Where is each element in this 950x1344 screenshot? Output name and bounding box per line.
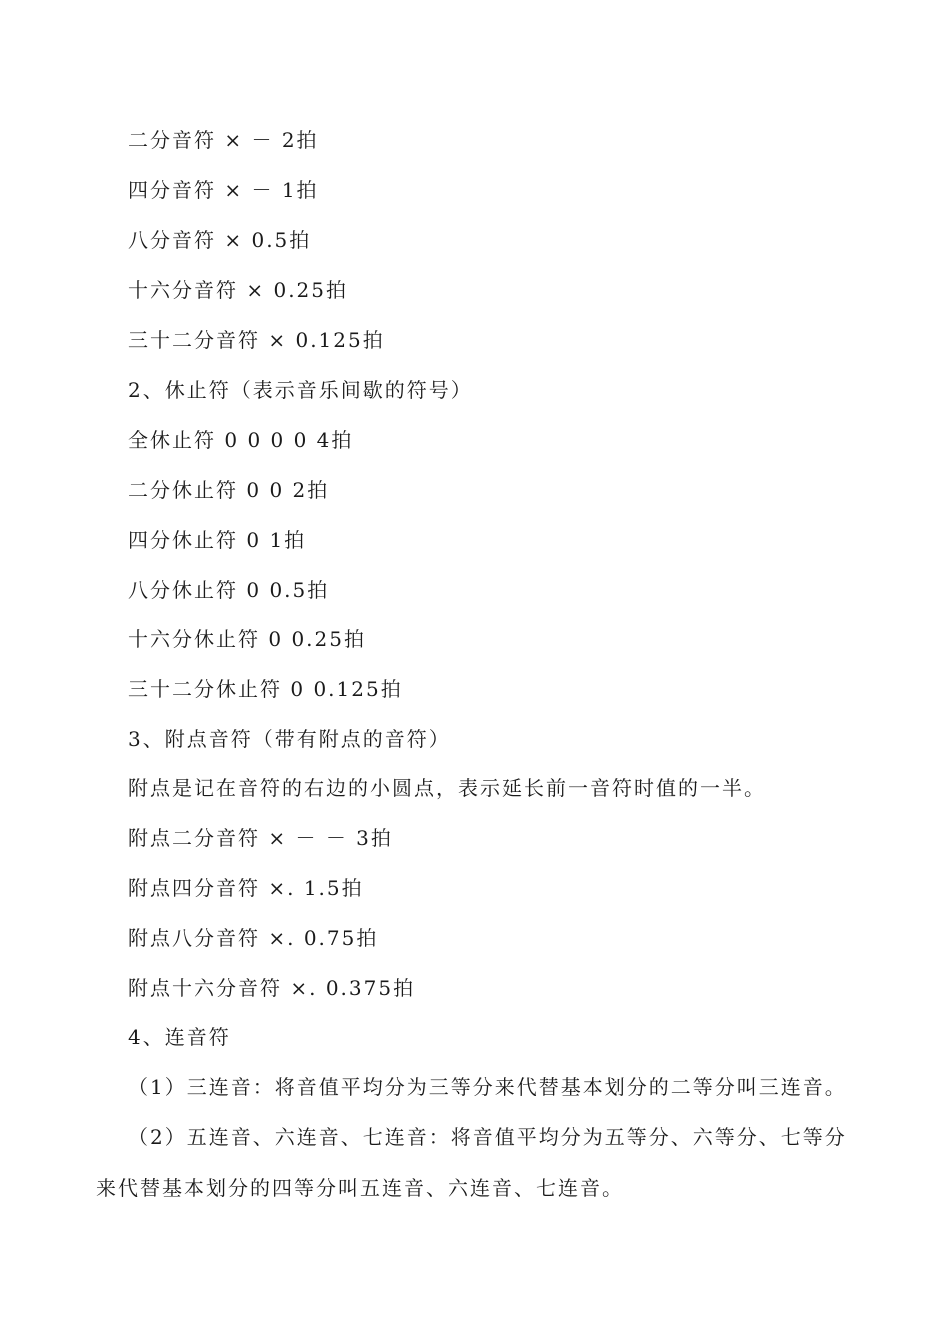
- rest-section-heading: 2、休止符（表示音乐间歇的符号）: [128, 378, 473, 402]
- dotted-half-note-line: 附点二分音符 × － － 3拍: [128, 826, 393, 850]
- triplet-paragraph: （1）三连音：将音值平均分为三等分来代替基本划分的二等分叫三连音。: [128, 1075, 847, 1099]
- sixteenth-note-line: 十六分音符 × 0.25拍: [128, 278, 349, 302]
- dotted-eighth-note-line: 附点八分音符 ×. 0.75拍: [128, 926, 379, 950]
- half-note-line: 二分音符 × － 2拍: [128, 128, 319, 152]
- dotted-sixteenth-note-line: 附点十六分音符 ×. 0.375拍: [128, 976, 416, 1000]
- quarter-rest-line: 四分休止符 0 1拍: [128, 528, 307, 552]
- quintuplet-paragraph-line-1: （2）五连音、六连音、七连音：将音值平均分为五等分、六等分、七等分: [128, 1125, 847, 1149]
- quintuplet-paragraph-line-2: 来代替基本划分的四等分叫五连音、六连音、七连音。: [96, 1176, 624, 1200]
- dotted-note-description: 附点是记在音符的右边的小圆点，表示延长前一音符时值的一半。: [128, 776, 766, 800]
- quarter-note-line: 四分音符 × － 1拍: [128, 178, 319, 202]
- whole-rest-line: 全休止符 0 0 0 0 4拍: [128, 428, 354, 452]
- sixteenth-rest-line: 十六分休止符 0 0.25拍: [128, 627, 366, 651]
- thirty-second-note-line: 三十二分音符 × 0.125拍: [128, 328, 385, 352]
- thirty-second-rest-line: 三十二分休止符 0 0.125拍: [128, 677, 403, 701]
- dotted-note-section-heading: 3、附点音符（带有附点的音符）: [128, 727, 451, 751]
- dotted-quarter-note-line: 附点四分音符 ×. 1.5拍: [128, 876, 364, 900]
- tuplet-section-heading: 4、连音符: [128, 1025, 231, 1049]
- eighth-note-line: 八分音符 × 0.5拍: [128, 228, 312, 252]
- eighth-rest-line: 八分休止符 0 0.5拍: [128, 578, 330, 602]
- half-rest-line: 二分休止符 0 0 2拍: [128, 478, 330, 502]
